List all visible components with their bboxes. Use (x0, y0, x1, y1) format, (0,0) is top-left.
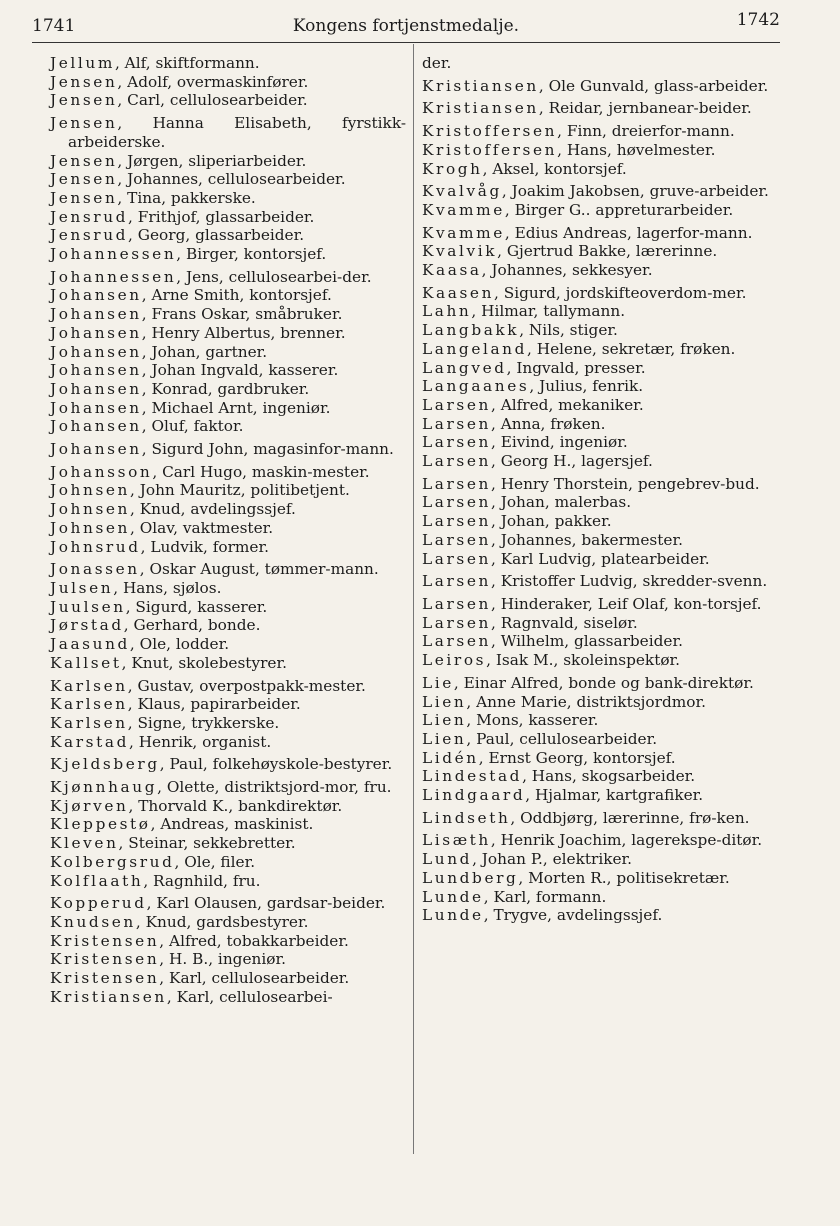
entry-surname: Kaasa (422, 261, 482, 280)
list-item: Larsen, Ragnvald, siselør. (422, 613, 638, 632)
entry-details: Wilhelm, glassarbeider. (500, 632, 683, 651)
list-item: Jellum, Alf, skiftformann. (50, 54, 260, 72)
list-item: Karlsen, Signe, trykkerske. (50, 713, 280, 732)
list-item: Lien, Paul, cellulosearbeider. (422, 729, 658, 748)
entry-surname: Jensen (50, 170, 118, 189)
entry-surname: Kristiansen (422, 76, 539, 95)
entry-details: Birger G.. appreturarbeider. (514, 200, 734, 219)
entry-details: der. (422, 54, 452, 72)
list-item: Lindestad, Hans, skogsarbeider. (422, 767, 696, 786)
entry-surname: Jensrud (50, 226, 129, 245)
list-item: Johansen, Oluf, faktor. (50, 417, 244, 436)
list-item: Johansen, Frans Oskar, småbruker. (50, 305, 343, 324)
entry-surname: Lahn (422, 302, 472, 321)
list-item: Langaanes, Julius, fenrik. (422, 377, 644, 396)
entry-details: Finn, dreierfor-mann. (566, 122, 735, 141)
entry-surname: Kaasen (422, 283, 495, 302)
entry-surname: Jensen (50, 91, 118, 110)
entry-surname: Jensen (50, 188, 118, 207)
entry-surname: Johannessen (50, 245, 177, 264)
entry-surname: Karlsen (50, 713, 128, 732)
entry-details: Joakim Jakobsen, gruve-arbeider. (511, 182, 769, 201)
list-item: Johansen, Henry Albertus, brenner. (50, 323, 346, 342)
entry-details: Klaus, papirarbeider. (137, 695, 301, 714)
entry-surname: Kristoffersen (422, 140, 558, 159)
entry-details: Henry Thorstein, pengebrev-bud. (500, 474, 760, 493)
entry-surname: Kjønnhaug (50, 778, 158, 797)
list-item: Larsen, Eivind, ingeniør. (422, 433, 628, 452)
list-item: Lunde, Karl, formann. (422, 887, 607, 906)
entry-details: Paul, folkehøyskole-bestyrer. (169, 755, 393, 774)
entry-details: Sigurd, jordskifteoverdom-mer. (503, 283, 747, 302)
entry-surname: Juulsen (50, 597, 126, 616)
column-divider (413, 44, 414, 1154)
entry-surname: Larsen (422, 452, 491, 471)
entry-details: Trygve, avdelingssjef. (493, 906, 663, 925)
entry-surname: Lien (422, 729, 467, 748)
entry-surname: Jensrud (50, 207, 129, 226)
list-item: Jaasund, Ole, lodder. (50, 635, 230, 654)
list-item: Lund, Johan P., elektriker. (422, 850, 633, 869)
entry-details: Anna, frøken. (500, 414, 606, 433)
entry-surname: Lidén (422, 748, 479, 767)
entry-surname: Jensen (50, 72, 118, 91)
entry-details: Steinar, sekkebretter. (128, 834, 296, 853)
list-item: Larsen, Johannes, bakermester. (422, 530, 683, 549)
entry-details: Isak M., skoleinspektør. (495, 651, 681, 670)
entry-details: Reidar, jernbanear-beider. (548, 99, 752, 118)
entry-surname: Johansen (50, 342, 142, 361)
list-item: Johansen, Arne Smith, kontorsjef. (50, 286, 332, 305)
list-item: Jørstad, Gerhard, bonde. (50, 616, 261, 635)
list-item: Kristensen, Alfred, tobakkarbeider. (50, 931, 349, 950)
entry-surname: Larsen (422, 632, 491, 651)
entry-details: H. B., ingeniør. (169, 950, 286, 969)
list-item: Kristiansen, Karl, cellulosearbei- (50, 987, 333, 1006)
entry-details: Karl, cellulosearbeider. (169, 969, 350, 988)
entry-surname: Kvamme (422, 200, 505, 219)
entry-surname: Kristensen (50, 931, 160, 950)
entry-surname: Lunde (422, 906, 484, 925)
entry-details: Henry Albertus, brenner. (151, 323, 346, 342)
list-item: Kvalvåg, Joakim Jakobsen, gruve-arbeider. (422, 182, 769, 201)
entry-details: Carl, cellulosearbeider. (127, 91, 308, 110)
entry-details: Oluf, faktor. (151, 417, 244, 436)
entry-surname: Kristiansen (50, 987, 167, 1006)
entry-details: Hinderaker, Leif Olaf, kon-torsjef. (500, 594, 762, 613)
list-item: Kleven, Steinar, sekkebretter. (50, 834, 296, 853)
entry-surname: Johnsen (50, 481, 130, 500)
entry-details: Ragnvald, siselør. (500, 613, 638, 632)
list-item: Jensen, Jørgen, sliperiarbeider. (50, 151, 307, 170)
entry-details: John Mauritz, politibetjent. (139, 481, 350, 500)
entry-surname: Kvalvåg (422, 182, 502, 201)
entry-surname: Kvamme (422, 223, 505, 242)
entry-details: Ludvik, former. (150, 537, 269, 556)
entry-details: Michael Arnt, ingeniør. (151, 398, 331, 417)
entry-details: Morten R., politisekretær. (528, 868, 730, 887)
entry-details: Jørgen, sliperiarbeider. (127, 151, 307, 170)
list-item: Jensen, Hanna Elisabeth, fyrstikk-arbeiderske. (50, 114, 406, 151)
entry-surname: Jensen (50, 114, 118, 133)
entry-details: Hans, høvelmester. (566, 140, 716, 159)
entry-details: Hans, sjølos. (122, 578, 222, 597)
entry-surname: Jensen (50, 151, 118, 170)
list-item: Lindseth, Oddbjørg, lærerinne, frø-ken. (422, 808, 750, 827)
entry-details: Karl Ludvig, platearbeider. (500, 549, 710, 568)
entry-surname: Larsen (422, 572, 491, 591)
entry-details: Georg H., lagersjef. (500, 452, 653, 471)
entry-surname: Kleppestø (50, 815, 151, 834)
entry-surname: Lindseth (422, 808, 511, 827)
running-title: Kongens fortjenstmedalje. (292, 16, 520, 36)
entry-surname: Jonassen (50, 560, 140, 579)
list-item: Jensrud, Georg, glassarbeider. (50, 226, 305, 245)
list-item: Kristiansen, Ole Gunvald, glass-arbeider. (422, 76, 769, 95)
list-item: Lien, Anne Marie, distriktsjordmor. (422, 692, 706, 711)
list-item: Karlsen, Klaus, papirarbeider. (50, 695, 301, 714)
entry-details: Tina, pakkerske. (127, 188, 256, 207)
list-item: Lunde, Trygve, avdelingssjef. (422, 906, 663, 925)
entry-surname: Larsen (422, 474, 491, 493)
list-item: Jensen, Tina, pakkerske. (50, 188, 256, 207)
entry-surname: Johansen (50, 305, 142, 324)
list-item: Johansson, Carl Hugo, maskin-mester. (50, 462, 370, 481)
entry-surname: Johansen (50, 417, 142, 436)
entry-details: Georg, glassarbeider. (137, 226, 305, 245)
entry-surname: Krogh (422, 159, 483, 178)
entry-details: Johan P., elektriker. (481, 850, 633, 869)
entry-surname: Kristensen (50, 969, 160, 988)
entry-surname: Kolbergsrud (50, 852, 175, 871)
list-item: Jonassen, Oskar August, tømmer-mann. (50, 560, 379, 579)
entry-surname: Lund (422, 850, 473, 869)
list-item: Langeland, Helene, sekretær, frøken. (422, 339, 736, 358)
list-item: Lidén, Ernst Georg, kontorsjef. (422, 748, 676, 767)
entry-details: Johan, gartner. (151, 342, 268, 361)
entry-surname: Kristensen (50, 950, 160, 969)
entry-surname: Lundberg (422, 868, 519, 887)
list-item: Larsen, Hinderaker, Leif Olaf, kon-torsjef. (422, 594, 762, 613)
list-item: Kaasa, Johannes, sekkesyer. (422, 261, 653, 280)
list-item: Kolflaath, Ragnhild, fru. (50, 871, 261, 890)
entry-details: Sigurd, kasserer. (135, 597, 268, 616)
entry-details: Olav, vaktmester. (139, 518, 274, 537)
list-item: Langved, Ingvald, presser. (422, 358, 646, 377)
entry-surname: Larsen (422, 395, 491, 414)
entry-details: Julius, fenrik. (539, 377, 644, 396)
entry-surname: Kleven (50, 834, 119, 853)
entry-details: Johannes, cellulosearbeider. (127, 170, 346, 189)
list-item: Kvalvik, Gjertrud Bakke, lærerinne. (422, 242, 718, 261)
entry-details: Hjalmar, kartgrafiker. (534, 786, 704, 805)
list-item: Johannessen, Jens, cellulosearbei-der. (50, 267, 372, 286)
entry-details: Eivind, ingeniør. (500, 433, 628, 452)
list-item: Johansen, Johan, gartner. (50, 342, 268, 361)
entry-surname: Johnsen (50, 500, 130, 519)
entry-details: Frithjof, glassarbeider. (137, 207, 315, 226)
entry-details: Sigurd John, magasinfor-mann. (151, 440, 394, 459)
list-item: Larsen, Anna, frøken. (422, 414, 606, 433)
list-item: Larsen, Alfred, mekaniker. (422, 395, 644, 414)
entry-details: Oskar August, tømmer-mann. (149, 560, 379, 579)
entry-details: Einar Alfred, bonde og bank-direktør. (463, 673, 754, 692)
entry-surname: Kristoffersen (422, 122, 558, 141)
entry-details: Johan, pakker. (500, 512, 612, 531)
entry-details: Signe, trykkerske. (137, 713, 280, 732)
list-item: Kristiansen, Reidar, jernbanear-beider. (422, 99, 752, 118)
entry-surname: Jellum (50, 54, 115, 72)
entry-surname: Jaasund (50, 635, 130, 654)
right-column (422, 54, 784, 925)
entry-surname: Kvalvik (422, 242, 498, 261)
entry-details: Johannes, bakermester. (500, 530, 683, 549)
list-item: Johannessen, Birger, kontorsjef. (50, 245, 327, 264)
entry-details: Henrik, organist. (138, 732, 272, 751)
entry-details: Konrad, gardbruker. (151, 379, 310, 398)
entry-details: Thorvald K., bankdirektør. (138, 796, 343, 815)
entry-details: Nils, stiger. (528, 321, 618, 340)
list-item: Jensen, Adolf, overmaskinfører. (50, 72, 309, 91)
list-item: Johansen, Konrad, gardbruker. (50, 379, 310, 398)
list-item: Kleppestø, Andreas, maskinist. (50, 815, 314, 834)
entry-details: Kristoffer Ludvig, skredder-svenn. (500, 572, 768, 591)
right-page-number: 1742 (736, 10, 780, 30)
list-item: Kristoffersen, Hans, høvelmester. (422, 140, 716, 159)
list-item: Larsen, Kristoffer Ludvig, skredder-svenn. (422, 572, 768, 591)
list-item: Kristensen, Karl, cellulosearbeider. (50, 969, 350, 988)
entry-details: Alfred, tobakkarbeider. (169, 931, 349, 950)
entry-surname: Lisæth (422, 831, 491, 850)
entry-details: Mons, kasserer. (476, 711, 599, 730)
entry-details: Edius Andreas, lagerfor-mann. (514, 223, 753, 242)
list-item: Jensen, Johannes, cellulosearbeider. (50, 170, 346, 189)
entry-details: Hanna Elisabeth, fyrstikk-arbeiderske. (68, 114, 406, 151)
list-item: Larsen, Johan, pakker. (422, 512, 612, 531)
entry-details: Carl Hugo, maskin-mester. (162, 462, 370, 481)
entry-details: Alfred, mekaniker. (500, 395, 644, 414)
entry-surname: Knudsen (50, 912, 136, 931)
list-item: Kjeldsberg, Paul, folkehøyskole-bestyrer. (50, 755, 393, 774)
entry-surname: Lien (422, 692, 467, 711)
entry-details: Andreas, maskinist. (160, 815, 314, 834)
left-column (50, 54, 406, 1006)
entry-details: Knud, gardsbestyrer. (145, 912, 309, 931)
entry-details: Gustav, overpostpakk-mester. (137, 676, 366, 695)
list-item: Lie, Einar Alfred, bonde og bank-direktør. (422, 673, 754, 692)
entry-details: Johan, malerbas. (500, 493, 632, 512)
entry-surname: Larsen (422, 594, 491, 613)
header-rule (32, 42, 780, 43)
list-item: Johansen, Johan Ingvald, kasserer. (50, 361, 339, 380)
entry-details: Anne Marie, distriktsjordmor. (476, 692, 706, 711)
entry-details: Henrik Joachim, lagerekspe-ditør. (500, 831, 763, 850)
entry-details: Ingvald, presser. (516, 358, 646, 377)
entry-surname: Kjeldsberg (50, 755, 160, 774)
list-item: Knudsen, Knud, gardsbestyrer. (50, 912, 309, 931)
list-item: Larsen, Henry Thorstein, pengebrev-bud. (422, 474, 760, 493)
entry-details: Hilmar, tallymann. (481, 302, 626, 321)
entry-surname: Johnsrud (50, 537, 141, 556)
entry-details: Ole, lodder. (139, 635, 230, 654)
list-item: Kristoffersen, Finn, dreierfor-mann. (422, 122, 735, 141)
entry-surname: Langaanes (422, 377, 530, 396)
list-item: Karlsen, Gustav, overpostpakk-mester. (50, 676, 366, 695)
list-item: Lien, Mons, kasserer. (422, 711, 599, 730)
entry-surname: Karstad (50, 732, 129, 751)
entry-details: Johan Ingvald, kasserer. (151, 361, 339, 380)
entry-surname: Larsen (422, 530, 491, 549)
list-item: Karstad, Henrik, organist. (50, 732, 272, 751)
entry-surname: Johannessen (50, 267, 177, 286)
list-item: Larsen, Georg H., lagersjef. (422, 452, 653, 471)
list-item: Krogh, Aksel, kontorsjef. (422, 159, 627, 178)
entry-details: Oddbjørg, lærerinne, frø-ken. (520, 808, 750, 827)
entry-details: Johannes, sekkesyer. (491, 261, 653, 280)
entry-surname: Karlsen (50, 676, 128, 695)
entry-surname: Johnsen (50, 518, 130, 537)
entry-details: Jens, cellulosearbei-der. (186, 267, 372, 286)
list-item: Jensrud, Frithjof, glassarbeider. (50, 207, 315, 226)
list-item: Langbakk, Nils, stiger. (422, 321, 618, 340)
list-item: Lahn, Hilmar, tallymann. (422, 302, 626, 321)
entry-surname: Langbakk (422, 321, 520, 340)
entry-details: Arne Smith, kontorsjef. (151, 286, 332, 305)
list-item: Johansen, Michael Arnt, ingeniør. (50, 398, 331, 417)
entry-details: Alf, skiftformann. (124, 54, 260, 72)
entry-surname: Larsen (422, 493, 491, 512)
entry-details: Ernst Georg, kontorsjef. (488, 748, 676, 767)
list-item: Leiros, Isak M., skoleinspektør. (422, 651, 681, 670)
list-item: Larsen, Wilhelm, glassarbeider. (422, 632, 683, 651)
entry-details: Birger, kontorsjef. (186, 245, 327, 264)
list-item: Kjønnhaug, Olette, distriktsjord-mor, fru. (50, 778, 392, 797)
entry-details: Karl, formann. (493, 887, 607, 906)
list-item: Lisæth, Henrik Joachim, lagerekspe-ditør. (422, 831, 763, 850)
entry-surname: Johansen (50, 286, 142, 305)
entry-surname: Leiros (422, 651, 487, 670)
entry-details: Frans Oskar, småbruker. (151, 305, 343, 324)
list-item: Johnsen, John Mauritz, politibetjent. (50, 481, 350, 500)
entry-details: Helene, sekretær, frøken. (536, 339, 736, 358)
list-item: Johnsrud, Ludvik, former. (50, 537, 269, 556)
entry-surname: Lindestad (422, 767, 523, 786)
list-item: Larsen, Karl Ludvig, platearbeider. (422, 549, 710, 568)
entry-surname: Johansen (50, 361, 142, 380)
entry-surname: Johansen (50, 323, 142, 342)
list-item: Johansen, Sigurd John, magasinfor-mann. (50, 440, 394, 459)
list-item: Johnsen, Knud, avdelingssjef. (50, 500, 296, 519)
entry-details: Ragnhild, fru. (153, 871, 261, 890)
entry-surname: Larsen (422, 613, 491, 632)
entry-details: Paul, cellulosearbeider. (476, 729, 658, 748)
entry-details: Knud, avdelingssjef. (139, 500, 296, 519)
entry-details: Karl Olausen, gardsar-beider. (156, 894, 386, 913)
entry-surname: Kjørven (50, 796, 129, 815)
entry-details: Gerhard, bonde. (133, 616, 261, 635)
entry-surname: Jørstad (50, 616, 124, 635)
list-item: Larsen, Johan, malerbas. (422, 493, 632, 512)
entry-surname: Karlsen (50, 695, 128, 714)
entry-details: Olette, distriktsjord-mor, fru. (166, 778, 392, 797)
entry-details: Gjertrud Bakke, lærerinne. (506, 242, 718, 261)
entry-surname: Larsen (422, 414, 491, 433)
entry-surname: Kopperud (50, 894, 147, 913)
list-item: Kjørven, Thorvald K., bankdirektør. (50, 796, 343, 815)
entry-surname: Lien (422, 711, 467, 730)
list-item: Kaasen, Sigurd, jordskifteoverdom-mer. (422, 283, 747, 302)
entry-surname: Kristiansen (422, 99, 539, 118)
entry-details: Knut, skolebestyrer. (131, 653, 287, 672)
entry-surname: Langved (422, 358, 507, 377)
list-item: Kallset, Knut, skolebestyrer. (50, 653, 287, 672)
left-page-number: 1741 (32, 16, 76, 36)
entry-surname: Johansen (50, 440, 142, 459)
list-item: Kopperud, Karl Olausen, gardsar-beider. (50, 894, 386, 913)
list-item: Kolbergsrud, Ole, filer. (50, 852, 256, 871)
list-item: Julsen, Hans, sjølos. (50, 578, 222, 597)
entry-surname: Johansen (50, 398, 142, 417)
entry-surname: Julsen (50, 578, 114, 597)
list-item: Johnsen, Olav, vaktmester. (50, 518, 274, 537)
entry-details: Karl, cellulosearbei- (176, 987, 333, 1006)
entry-details: Ole, filer. (184, 852, 256, 871)
list-item (422, 54, 784, 73)
list-item: Kvamme, Birger G.. appreturarbeider. (422, 200, 734, 219)
list-item: Kristensen, H. B., ingeniør. (50, 950, 286, 969)
entry-details: Hans, skogsarbeider. (531, 767, 696, 786)
entry-surname: Kallset (50, 653, 122, 672)
list-item: Jensen, Carl, cellulosearbeider. (50, 91, 308, 110)
entry-surname: Larsen (422, 549, 491, 568)
entry-surname: Lindgaard (422, 786, 526, 805)
list-item: Juulsen, Sigurd, kasserer. (50, 597, 268, 616)
entry-surname: Larsen (422, 512, 491, 531)
list-item: Lindgaard, Hjalmar, kartgrafiker. (422, 786, 704, 805)
entry-surname: Larsen (422, 433, 491, 452)
entry-surname: Lunde (422, 887, 484, 906)
page-header (32, 8, 780, 42)
entry-details: Ole Gunvald, glass-arbeider. (548, 76, 769, 95)
entry-surname: Johansson (50, 462, 153, 481)
entry-details: Aksel, kontorsjef. (492, 159, 627, 178)
entry-surname: Johansen (50, 379, 142, 398)
list-item: Kvamme, Edius Andreas, lagerfor-mann. (422, 223, 753, 242)
entry-details: Adolf, overmaskinfører. (127, 72, 309, 91)
entry-surname: Lie (422, 673, 454, 692)
entry-surname: Kolflaath (50, 871, 144, 890)
entry-surname: Langeland (422, 339, 528, 358)
list-item: Lundberg, Morten R., politisekretær. (422, 868, 730, 887)
